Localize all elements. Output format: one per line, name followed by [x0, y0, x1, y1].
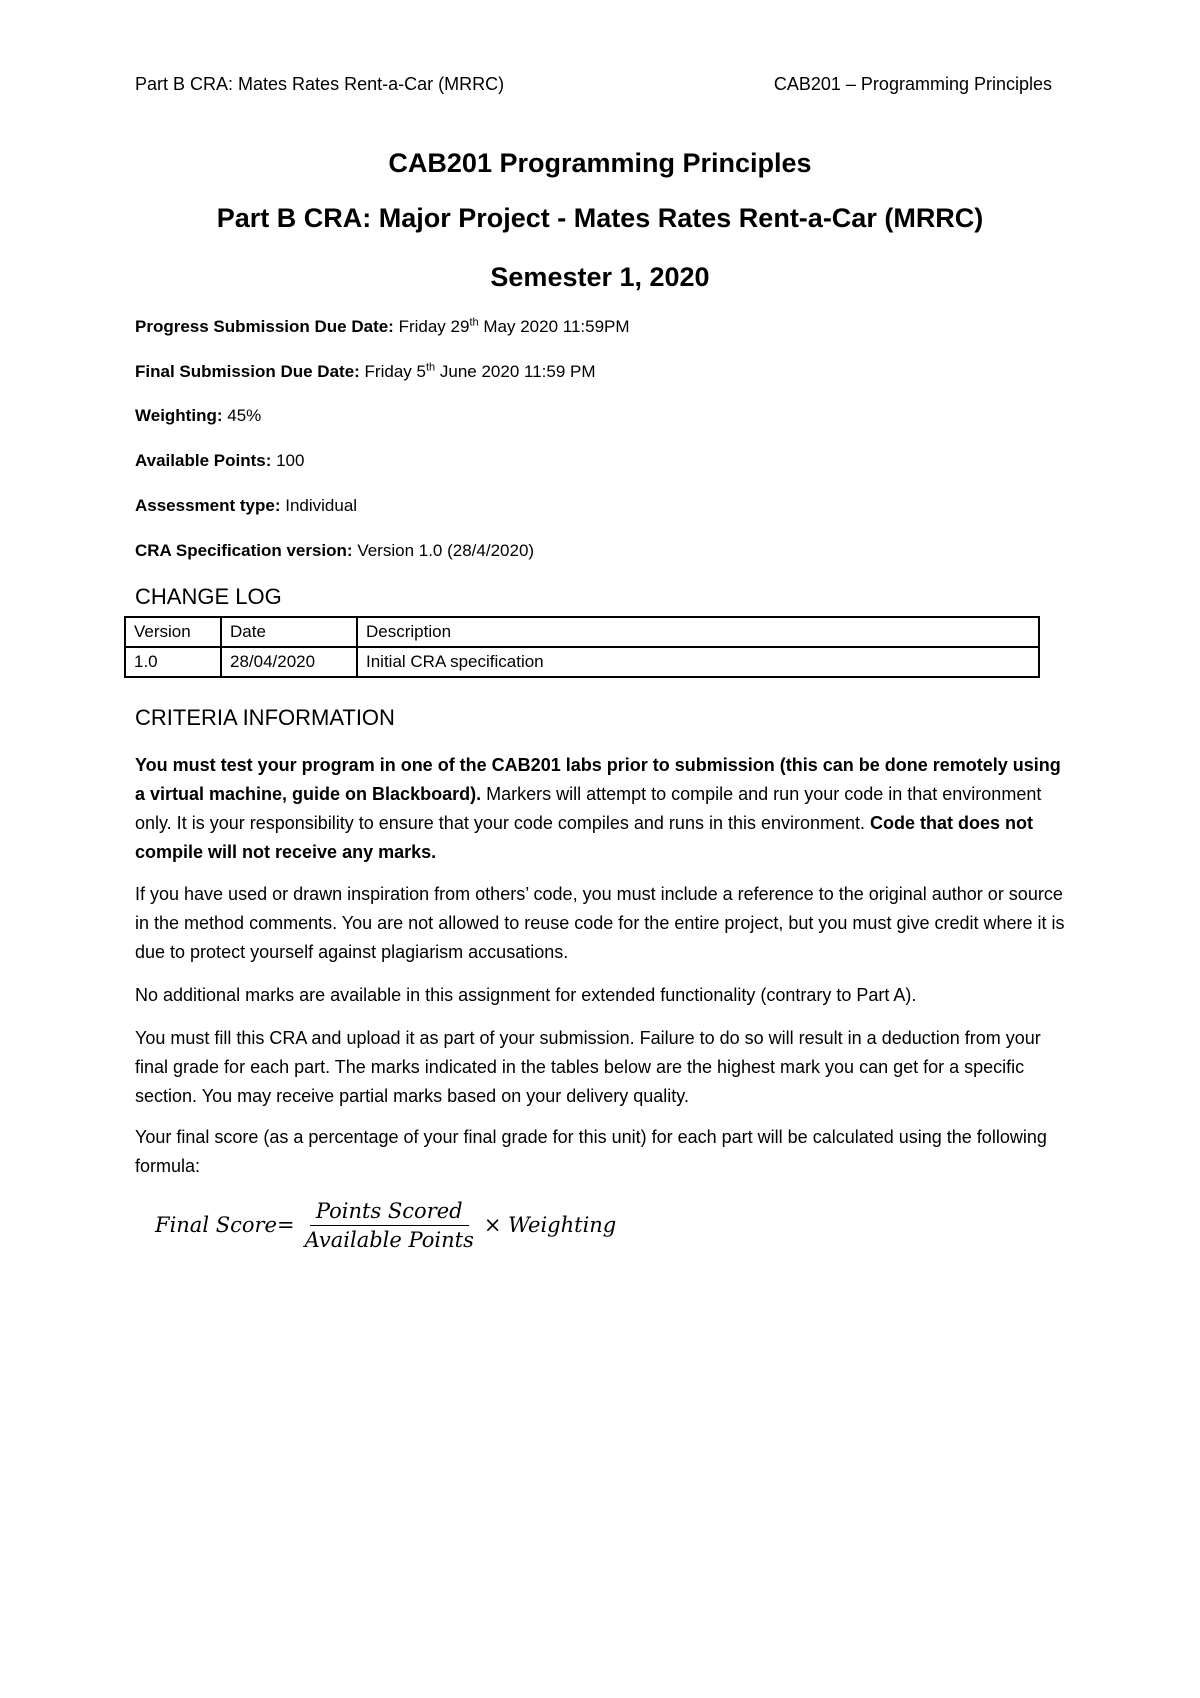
- criteria-paragraph-3: No additional marks are available in this assignment for extended functionality (contrary to Part A).: [135, 985, 917, 1005]
- formula-fraction: [299, 1199, 480, 1252]
- spec-version-value: Version 1.0 (28/4/2020): [357, 541, 535, 560]
- weighting-value: 45%: [227, 406, 262, 425]
- assessment-type-value: Individual: [285, 496, 358, 515]
- available-points-value: 100: [276, 451, 305, 470]
- assessment-type: [135, 496, 357, 516]
- criteria-paragraph-5: Your final score (as a percentage of your final grade for this unit) for each part will be calculated using the following formula:: [135, 1127, 1047, 1176]
- column-header: Description: [357, 617, 1039, 647]
- assessment-type-label: Assessment type:: [135, 496, 281, 515]
- progress-due-value-a: Friday 29: [398, 317, 470, 336]
- header-left: Part B CRA: Mates Rates Rent-a-Car (MRRC): [135, 74, 505, 94]
- formula-lhs: Final Score=: [155, 1213, 295, 1237]
- criteria-p1-bold-end: Code that does not compile will not receive any marks.: [135, 813, 1034, 862]
- table-cell: 28/04/2020: [221, 647, 357, 677]
- page-subtitle: Part B CRA: Major Project - Mates Rates Rent-a-Car (MRRC): [216, 203, 984, 233]
- table-cell: 1.0: [125, 647, 221, 677]
- score-formula: [155, 1190, 616, 1260]
- weighting: [135, 406, 261, 426]
- table-row: [125, 647, 1039, 677]
- criteria-p1-normal: Markers will attempt to compile and run your code in that environment only. It is your responsibility to ensure that your code compiles and runs in this environment.: [135, 784, 1042, 833]
- header-right: CAB201 – Programming Principles: [773, 74, 1052, 94]
- changelog-table: [124, 616, 1040, 678]
- final-due-sup: th: [425, 361, 436, 374]
- semester-title: Semester 1, 2020: [490, 262, 710, 292]
- available-points-label: Available Points:: [135, 451, 272, 470]
- table-cell: Initial CRA specification: [357, 647, 1039, 677]
- formula-numerator: Points Scored: [310, 1199, 469, 1226]
- spec-version: [135, 541, 534, 561]
- criteria-heading: CRITERIA INFORMATION: [135, 705, 395, 730]
- final-due-date: [135, 362, 596, 382]
- criteria-paragraph-1: [135, 751, 1075, 867]
- changelog-heading: CHANGE LOG: [135, 584, 282, 609]
- progress-due-value-b: May 2020 11:59PM: [483, 317, 630, 336]
- final-due-value-b: June 2020 11:59 PM: [439, 362, 596, 381]
- final-due-value-a: Friday 5: [364, 362, 426, 381]
- weighting-label: Weighting:: [135, 406, 223, 425]
- spec-version-label: CRA Specification version:: [135, 541, 353, 560]
- final-due-label: Final Submission Due Date:: [135, 362, 360, 381]
- criteria-paragraph-2: If you have used or drawn inspiration from others’ code, you must include a reference to the original author or source in the method comments. You are not allowed to reuse code for the entire project, but you must give credit where it is due to protect yourself against plagiarism accusations.: [135, 884, 1065, 962]
- progress-due-sup: th: [469, 316, 479, 329]
- table-header-row: [125, 617, 1039, 647]
- criteria-paragraph-4: You must fill this CRA and upload it as part of your submission. Failure to do so will result in a deduction from your final grade for each part. The marks indicated in the tables below are the highest mark you can get for a specific section. You may receive partial marks based on your delivery quality.: [135, 1028, 1041, 1106]
- formula-denominator: Available Points: [304, 1227, 474, 1252]
- criteria-p1-bold: You must test your program in one of the CAB201 labs prior to submission (this can be done remotely using a virtual machine, guide on Blackboard).: [135, 755, 1061, 804]
- progress-due-date: [135, 317, 630, 337]
- column-header: Date: [221, 617, 357, 647]
- page-title: CAB201 Programming Principles: [388, 148, 812, 178]
- available-points: [135, 451, 304, 471]
- formula-rhs: × Weighting: [483, 1213, 617, 1237]
- progress-due-label: Progress Submission Due Date:: [135, 317, 394, 336]
- column-header: Version: [125, 617, 221, 647]
